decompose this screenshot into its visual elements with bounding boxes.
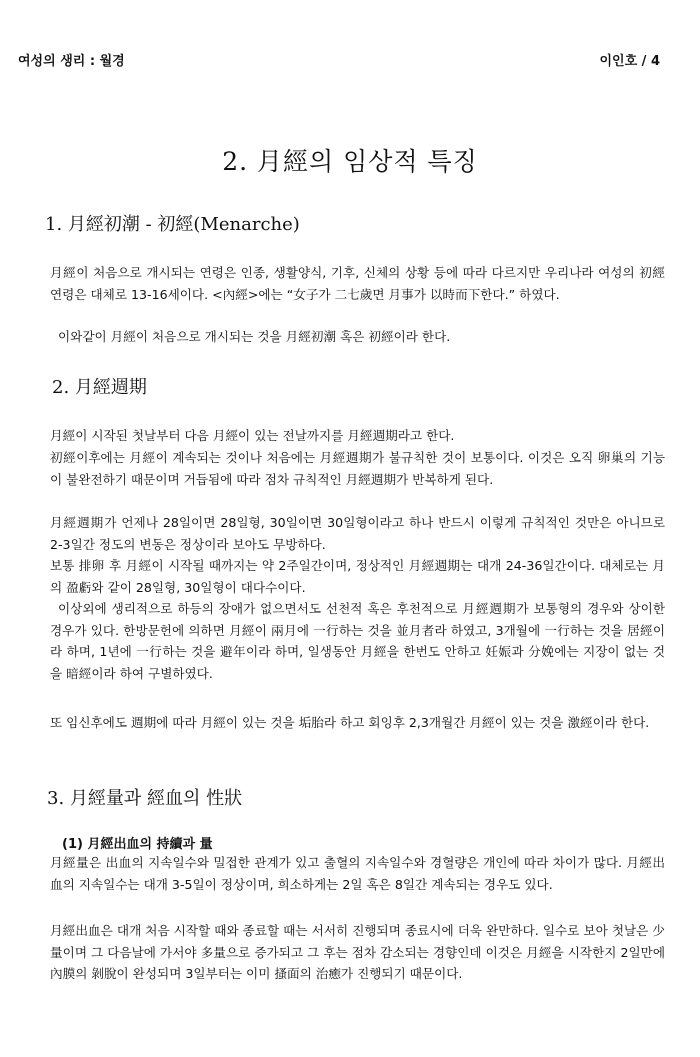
section-heading-volume: 3. 月經量과 經血의 性狀 bbox=[47, 788, 243, 809]
paragraph: 이상외에 생리적으로 하등의 장애가 없으면서도 선천적 혹은 후천적으로 月經週期가 보통형의 경우와 상이한 경우가 있다. 한방문헌에 의하면 月經이 兩月에 一行하는 것을 並月者라 하였고, 3개월에 一行하는 것을 居經이라 하며, 1년에 一行하는 것을 避年이라 하며, 일생동안 月經을 한번도 안하고 妊娠과 分娩에는 지장이 없는 것을 暗經이라 하여 구별하였다. bbox=[50, 601, 665, 681]
running-header-author-page: 이인호 / 4 bbox=[599, 54, 660, 69]
section-heading-menarche: 1. 月經初潮 - 初經(Menarche) bbox=[45, 214, 300, 235]
paragraph: 月經이 처음으로 개시되는 연령은 인종, 생활양식, 기후, 신체의 상황 등에 따라 다르지만 우리나라 여성의 初經 연령은 대체로 13-16세이다. <內經>에는 “女子가 二七歲면 月事가 以時而下한다.” 하였다. bbox=[50, 265, 665, 302]
running-header-title: 여성의 생리 : 월경 bbox=[18, 54, 125, 69]
subsection-heading: (1) 月經出血의 持續과 量 bbox=[62, 837, 213, 852]
paragraph: 初經이후에는 月經이 계속되는 것이나 처음에는 月經週期가 불규칙한 것이 보통이다. 이것은 오직 卵巢의 기능이 불완전하기 때문이며 거듭됨에 따라 점차 규칙적인 月經週期가 반복하게 된다. bbox=[50, 450, 665, 487]
paragraph: 月經이 시작된 첫날부터 다음 月經이 있는 전날까지를 月經週期라고 한다. bbox=[50, 428, 455, 443]
paragraph: 이와같이 月經이 처음으로 개시되는 것을 月經初潮 혹은 初經이라 한다. bbox=[58, 329, 451, 344]
paragraph: 月經出血은 대개 처음 시작할 때와 종료할 때는 서서히 진행되며 종료시에 더욱 완만하다. 일수로 보아 첫날은 少量이며 그 다음날에 가서야 多量으로 증가되고 그 후는 점차 감소되는 경향인데 이것은 月經을 시작한지 2일만에 內膜의 剝脫이 완성되며 3일부터는 이미 搔面의 治癒가 진행되기 때문이다. bbox=[50, 923, 665, 981]
paragraph: 月經量은 出血의 지속일수와 밀접한 관계가 있고 출혈의 지속일수와 경혈량은 개인에 따라 차이가 많다. 月經出血의 지속일수는 대개 3-5일이 정상이며, 희소하게는 2일 혹은 8일간 계속되는 경우도 있다. bbox=[50, 855, 665, 892]
page-title: 2. 月經의 임상적 특징 bbox=[222, 147, 478, 176]
section-heading-cycle: 2. 月經週期 bbox=[52, 377, 147, 398]
paragraph: 보통 排卵 후 月經이 시작될 때까지는 약 2주일간이며, 정상적인 月經週期는 대개 24-36일간이다. 대체로는 月의 盈虧와 같이 28일형, 30일형이 대다수이다. bbox=[50, 558, 665, 595]
paragraph: 또 임신후에도 週期에 따라 月經이 있는 것을 垢胎라 하고 회잉후 2,3개월간 月經이 있는 것을 激經이라 한다. bbox=[50, 715, 650, 730]
paragraph: 月經週期가 언제나 28일이면 28일형, 30일이면 30일형이라고 하나 반드시 이렇게 규칙적인 것만은 아니므로 2-3일간 정도의 변동은 정상이라 보아도 무방하다. bbox=[50, 515, 665, 552]
